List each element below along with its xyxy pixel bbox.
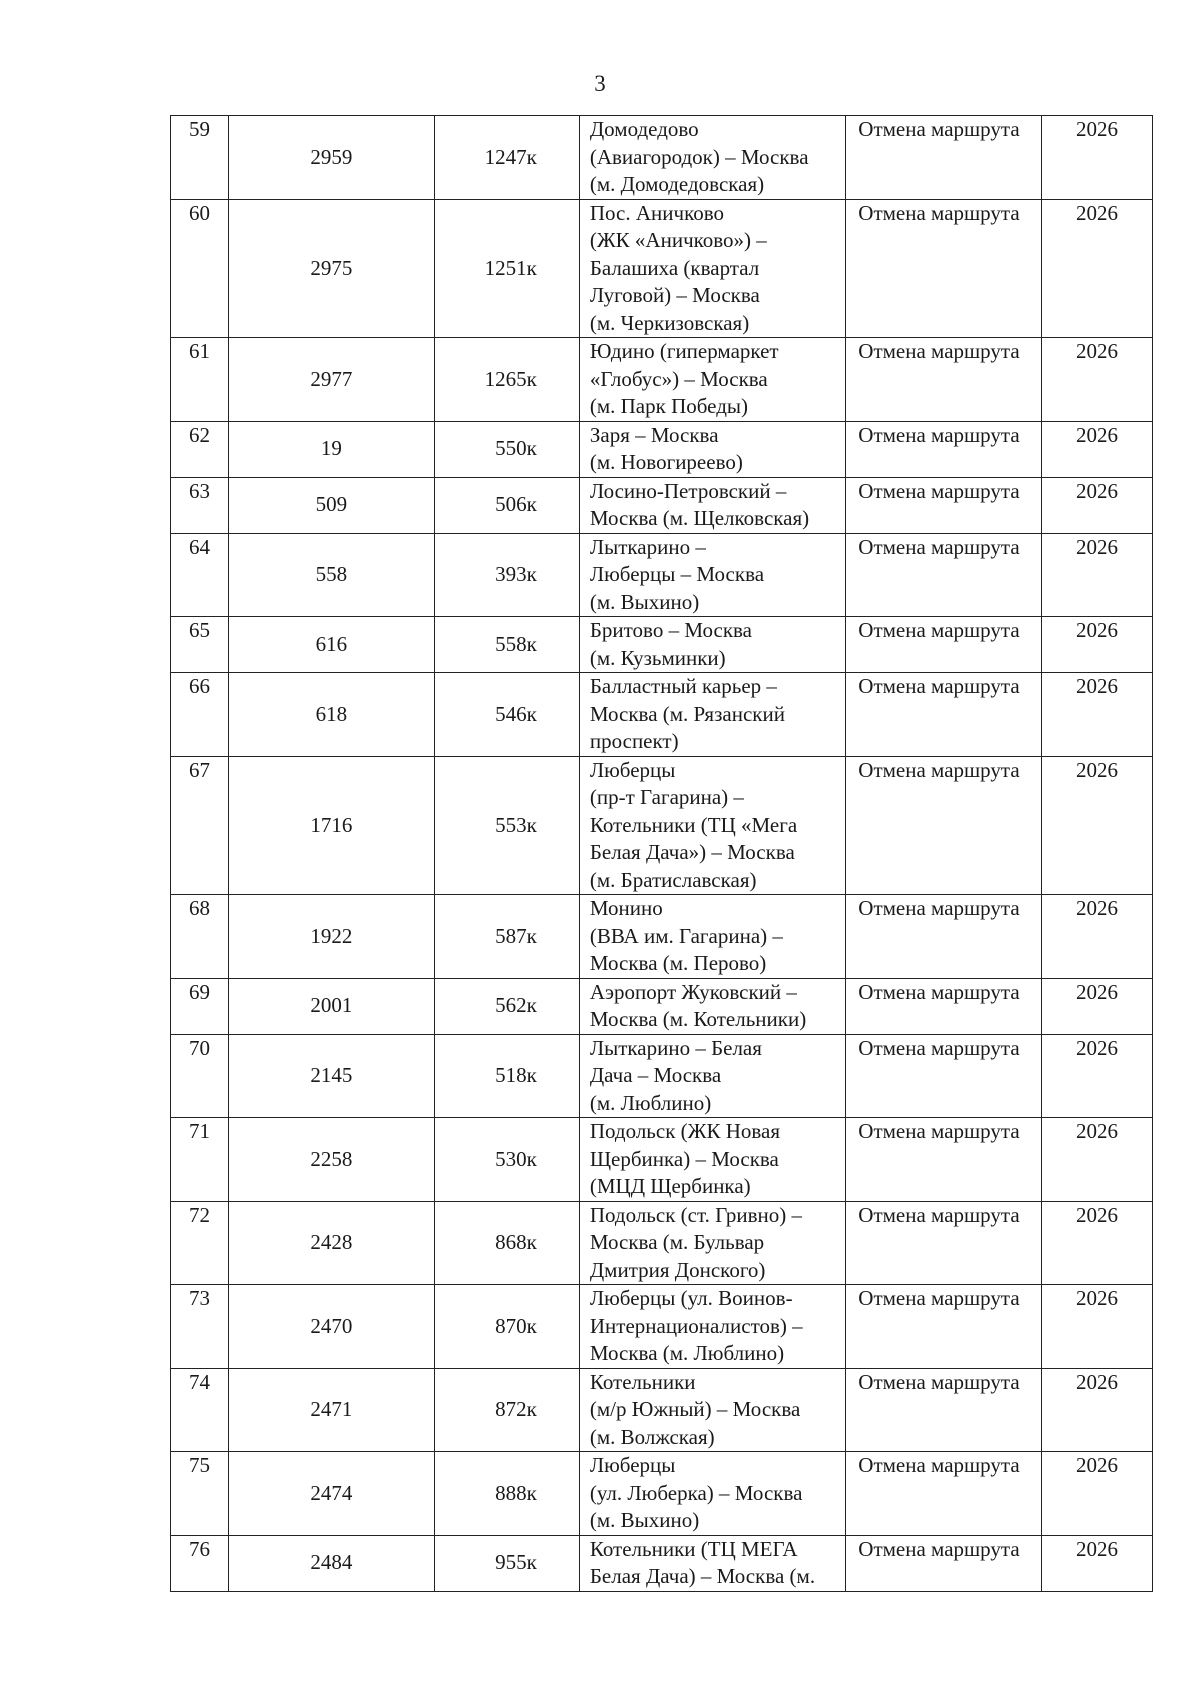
route-name-cell: Аэропорт Жуковский – Москва (м. Котельники) <box>579 978 845 1034</box>
year-cell: 2026 <box>1042 1452 1153 1536</box>
row-number-cell: 71 <box>171 1118 229 1202</box>
route-name-cell: Пос. Аничково (ЖК «Аничково») – Балашиха (квартал Луговой) – Москва (м. Черкизовская) <box>579 199 845 338</box>
row-number-cell: 74 <box>171 1368 229 1452</box>
registration-number-cell: 19 <box>228 421 435 477</box>
route-code-cell: 955к <box>435 1535 580 1591</box>
route-code-cell: 518к <box>435 1034 580 1118</box>
row-number-cell: 65 <box>171 617 229 673</box>
year-cell: 2026 <box>1042 1368 1153 1452</box>
route-code-cell: 558к <box>435 617 580 673</box>
routes-table <box>170 115 1153 1592</box>
action-cell: Отмена маршрута <box>846 1368 1042 1452</box>
action-cell: Отмена маршрута <box>846 533 1042 617</box>
table-row <box>171 756 1153 895</box>
route-code-cell: 1265к <box>435 338 580 422</box>
row-number-cell: 70 <box>171 1034 229 1118</box>
table-row <box>171 338 1153 422</box>
year-cell: 2026 <box>1042 477 1153 533</box>
action-cell: Отмена маршрута <box>846 1452 1042 1536</box>
action-cell: Отмена маршрута <box>846 617 1042 673</box>
action-cell: Отмена маршрута <box>846 756 1042 895</box>
table-row <box>171 199 1153 338</box>
table-row <box>171 533 1153 617</box>
registration-number-cell: 2145 <box>228 1034 435 1118</box>
row-number-cell: 72 <box>171 1201 229 1285</box>
registration-number-cell: 509 <box>228 477 435 533</box>
year-cell: 2026 <box>1042 1201 1153 1285</box>
year-cell: 2026 <box>1042 338 1153 422</box>
route-name-cell: Домодедово (Авиагородок) – Москва (м. Домодедовская) <box>579 116 845 200</box>
registration-number-cell: 2471 <box>228 1368 435 1452</box>
table-row <box>171 1034 1153 1118</box>
route-code-cell: 553к <box>435 756 580 895</box>
table-row <box>171 1368 1153 1452</box>
route-name-cell: Лыткарино – Люберцы – Москва (м. Выхино) <box>579 533 845 617</box>
row-number-cell: 76 <box>171 1535 229 1591</box>
registration-number-cell: 2975 <box>228 199 435 338</box>
route-name-cell: Люберцы (ул. Люберка) – Москва (м. Выхино) <box>579 1452 845 1536</box>
action-cell: Отмена маршрута <box>846 338 1042 422</box>
registration-number-cell: 1716 <box>228 756 435 895</box>
route-name-cell: Лосино-Петровский – Москва (м. Щелковская) <box>579 477 845 533</box>
route-name-cell: Люберцы (пр-т Гагарина) – Котельники (ТЦ «Мега Белая Дача») – Москва (м. Братиславская) <box>579 756 845 895</box>
row-number-cell: 67 <box>171 756 229 895</box>
route-name-cell: Бритово – Москва (м. Кузьминки) <box>579 617 845 673</box>
route-name-cell: Люберцы (ул. Воинов- Интернационалистов) – Москва (м. Люблино) <box>579 1285 845 1369</box>
action-cell: Отмена маршрута <box>846 978 1042 1034</box>
routes-table-body <box>171 116 1153 1592</box>
row-number-cell: 69 <box>171 978 229 1034</box>
year-cell: 2026 <box>1042 199 1153 338</box>
route-code-cell: 506к <box>435 477 580 533</box>
year-cell: 2026 <box>1042 756 1153 895</box>
row-number-cell: 75 <box>171 1452 229 1536</box>
row-number-cell: 60 <box>171 199 229 338</box>
route-name-cell: Подольск (ЖК Новая Щербинка) – Москва (МЦД Щербинка) <box>579 1118 845 1202</box>
route-code-cell: 870к <box>435 1285 580 1369</box>
registration-number-cell: 2474 <box>228 1452 435 1536</box>
table-row <box>171 617 1153 673</box>
year-cell: 2026 <box>1042 978 1153 1034</box>
registration-number-cell: 2484 <box>228 1535 435 1591</box>
registration-number-cell: 2001 <box>228 978 435 1034</box>
table-row <box>171 116 1153 200</box>
registration-number-cell: 2470 <box>228 1285 435 1369</box>
registration-number-cell: 2977 <box>228 338 435 422</box>
route-code-cell: 562к <box>435 978 580 1034</box>
action-cell: Отмена маршрута <box>846 1034 1042 1118</box>
row-number-cell: 66 <box>171 673 229 757</box>
table-row <box>171 1452 1153 1536</box>
route-name-cell: Котельники (м/р Южный) – Москва (м. Волжская) <box>579 1368 845 1452</box>
table-row <box>171 1118 1153 1202</box>
action-cell: Отмена маршрута <box>846 116 1042 200</box>
route-name-cell: Балластный карьер – Москва (м. Рязанский проспект) <box>579 673 845 757</box>
year-cell: 2026 <box>1042 673 1153 757</box>
year-cell: 2026 <box>1042 116 1153 200</box>
route-code-cell: 1251к <box>435 199 580 338</box>
year-cell: 2026 <box>1042 1034 1153 1118</box>
registration-number-cell: 2258 <box>228 1118 435 1202</box>
action-cell: Отмена маршрута <box>846 477 1042 533</box>
registration-number-cell: 2959 <box>228 116 435 200</box>
year-cell: 2026 <box>1042 421 1153 477</box>
table-row <box>171 1201 1153 1285</box>
row-number-cell: 73 <box>171 1285 229 1369</box>
table-row <box>171 421 1153 477</box>
year-cell: 2026 <box>1042 895 1153 979</box>
table-row <box>171 1535 1153 1591</box>
row-number-cell: 64 <box>171 533 229 617</box>
year-cell: 2026 <box>1042 1535 1153 1591</box>
route-name-cell: Лыткарино – Белая Дача – Москва (м. Люблино) <box>579 1034 845 1118</box>
registration-number-cell: 1922 <box>228 895 435 979</box>
row-number-cell: 63 <box>171 477 229 533</box>
registration-number-cell: 2428 <box>228 1201 435 1285</box>
year-cell: 2026 <box>1042 617 1153 673</box>
action-cell: Отмена маршрута <box>846 1535 1042 1591</box>
action-cell: Отмена маршрута <box>846 199 1042 338</box>
table-row <box>171 978 1153 1034</box>
route-code-cell: 393к <box>435 533 580 617</box>
action-cell: Отмена маршрута <box>846 1285 1042 1369</box>
route-code-cell: 530к <box>435 1118 580 1202</box>
route-name-cell: Юдино (гипермаркет «Глобус») – Москва (м. Парк Победы) <box>579 338 845 422</box>
action-cell: Отмена маршрута <box>846 895 1042 979</box>
table-row <box>171 673 1153 757</box>
route-code-cell: 1247к <box>435 116 580 200</box>
registration-number-cell: 618 <box>228 673 435 757</box>
table-row <box>171 477 1153 533</box>
route-code-cell: 587к <box>435 895 580 979</box>
year-cell: 2026 <box>1042 533 1153 617</box>
route-code-cell: 888к <box>435 1452 580 1536</box>
row-number-cell: 68 <box>171 895 229 979</box>
row-number-cell: 62 <box>171 421 229 477</box>
route-code-cell: 872к <box>435 1368 580 1452</box>
action-cell: Отмена маршрута <box>846 1201 1042 1285</box>
registration-number-cell: 616 <box>228 617 435 673</box>
route-code-cell: 550к <box>435 421 580 477</box>
row-number-cell: 59 <box>171 116 229 200</box>
year-cell: 2026 <box>1042 1118 1153 1202</box>
page-number: 3 <box>594 71 606 96</box>
table-row <box>171 895 1153 979</box>
route-name-cell: Монино (ВВА им. Гагарина) – Москва (м. Перово) <box>579 895 845 979</box>
route-name-cell: Котельники (ТЦ МЕГА Белая Дача) – Москва (м. <box>579 1535 845 1591</box>
action-cell: Отмена маршрута <box>846 1118 1042 1202</box>
route-code-cell: 868к <box>435 1201 580 1285</box>
route-name-cell: Подольск (ст. Гривно) – Москва (м. Бульвар Дмитрия Донского) <box>579 1201 845 1285</box>
registration-number-cell: 558 <box>228 533 435 617</box>
route-code-cell: 546к <box>435 673 580 757</box>
year-cell: 2026 <box>1042 1285 1153 1369</box>
table-row <box>171 1285 1153 1369</box>
route-name-cell: Заря – Москва (м. Новогиреево) <box>579 421 845 477</box>
action-cell: Отмена маршрута <box>846 673 1042 757</box>
action-cell: Отмена маршрута <box>846 421 1042 477</box>
row-number-cell: 61 <box>171 338 229 422</box>
